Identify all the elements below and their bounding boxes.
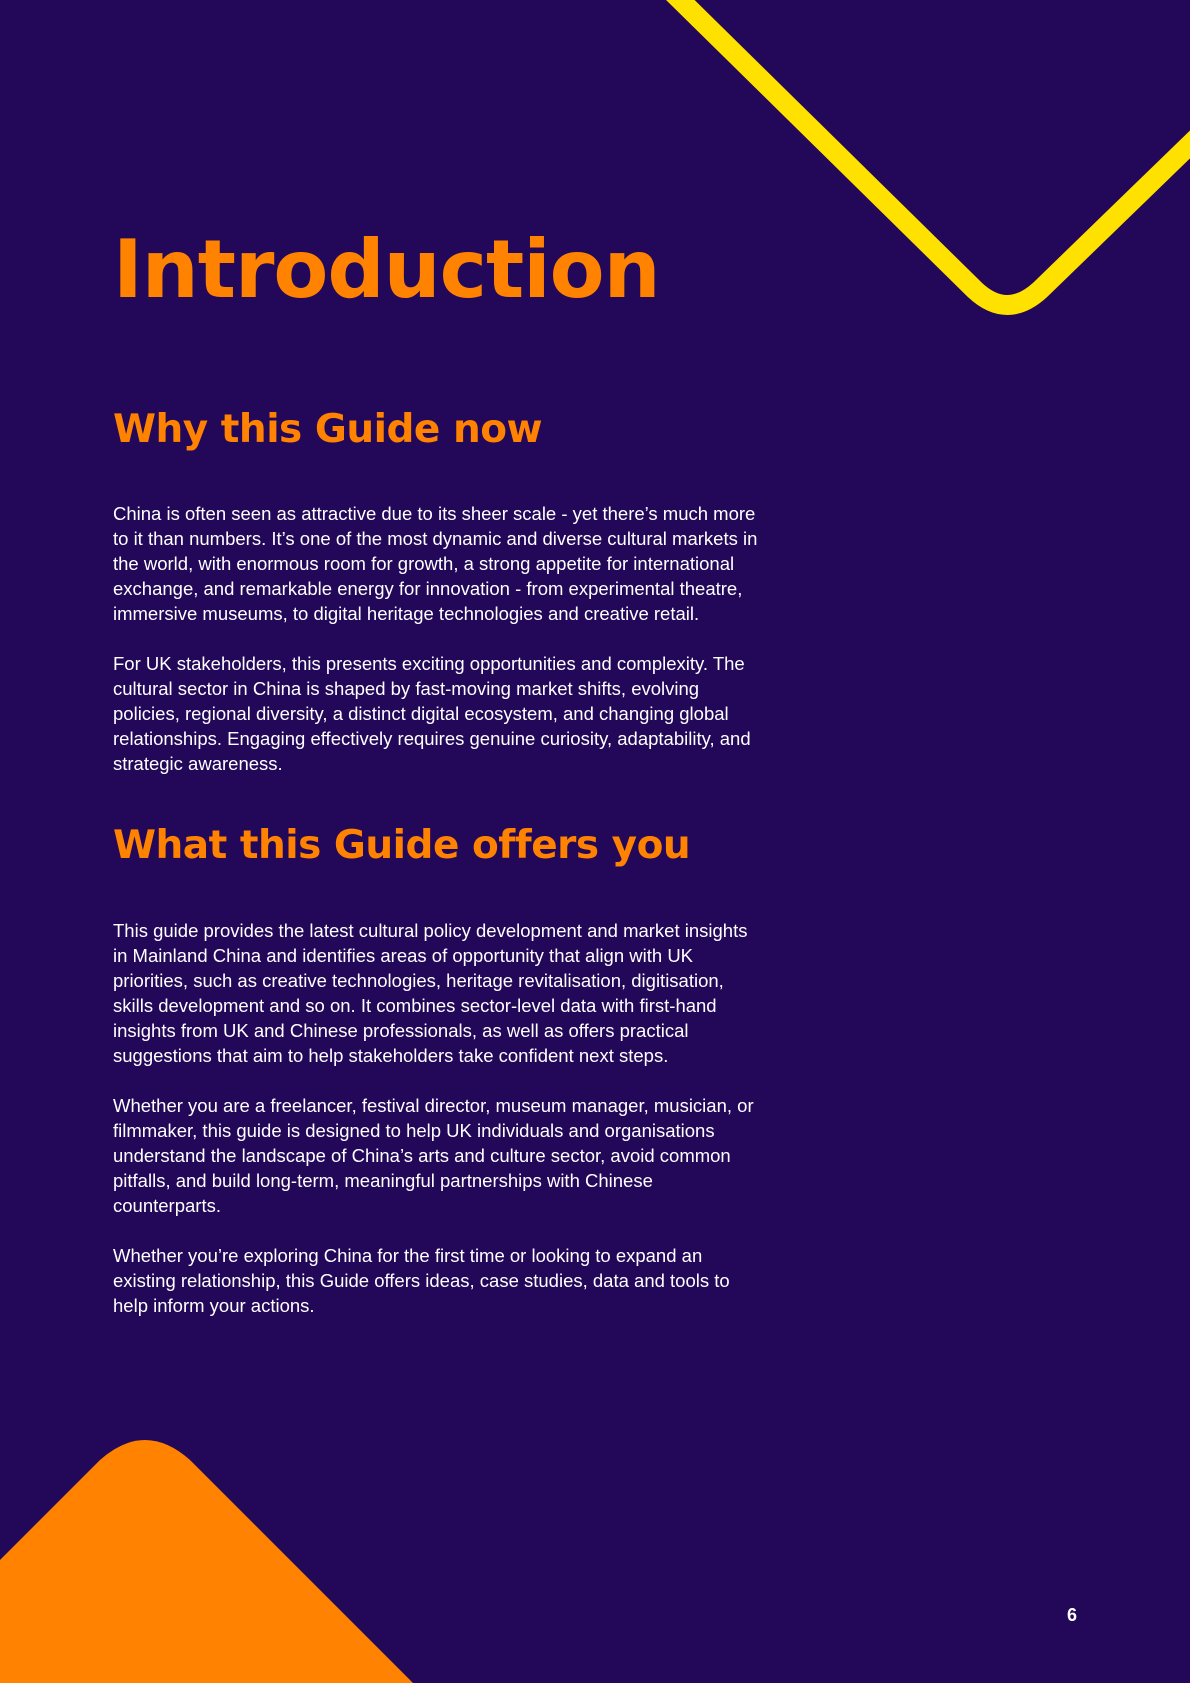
paragraph: For UK stakeholders, this presents exciting opportunities and complexity. The cultural sector in China is shaped by fast-moving market shifts, evolving policies, regional diversity, a distinct digital ecosystem, and changing global relationships. Engaging effectively requires genuine curiosity, adaptability, and strategic awareness. — [113, 653, 751, 774]
paragraph: Whether you’re exploring China for the first time or looking to expand an existing relationship, this Guide offers ideas, case studies, data and tools to help inform your actions. — [113, 1245, 730, 1316]
section-heading-why-this-guide-now: Why this Guide now — [113, 407, 543, 452]
orange-triangle-shape — [0, 1440, 420, 1683]
page-number: 6 — [1066, 1605, 1077, 1625]
page-title: Introduction — [113, 223, 660, 316]
section-heading-what-this-guide-offers: What this Guide offers you — [113, 823, 691, 868]
paragraph: This guide provides the latest cultural policy development and market insights in Mainland China and identifies areas of opportunity that align with UK priorities, such as creative technologies, heritage revitalisation, digitisation, skills development and so on. It combines sector-level data with first-hand insights from UK and Chinese professionals, as well as offers practical suggestions that aim to help stakeholders take confident next steps. — [113, 920, 748, 1066]
paragraph: Whether you are a freelancer, festival director, museum manager, musician, or filmmaker, this guide is designed to help UK individuals and organisations understand the landscape of China’s arts and culture sector, avoid common pitfalls, and build long-term, meaningful partnerships with Chinese counterparts. — [113, 1095, 754, 1216]
yellow-chevron-line — [660, 0, 1190, 305]
paragraph: China is often seen as attractive due to its sheer scale - yet there’s much more to it than numbers. It’s one of the most dynamic and diverse cultural markets in the world, with enormous room for growth, a strong appetite for international exchange, and remarkable energy for innovation - from experimental theatre, immersive museums, to digital heritage technologies and creative retail. — [113, 503, 758, 624]
